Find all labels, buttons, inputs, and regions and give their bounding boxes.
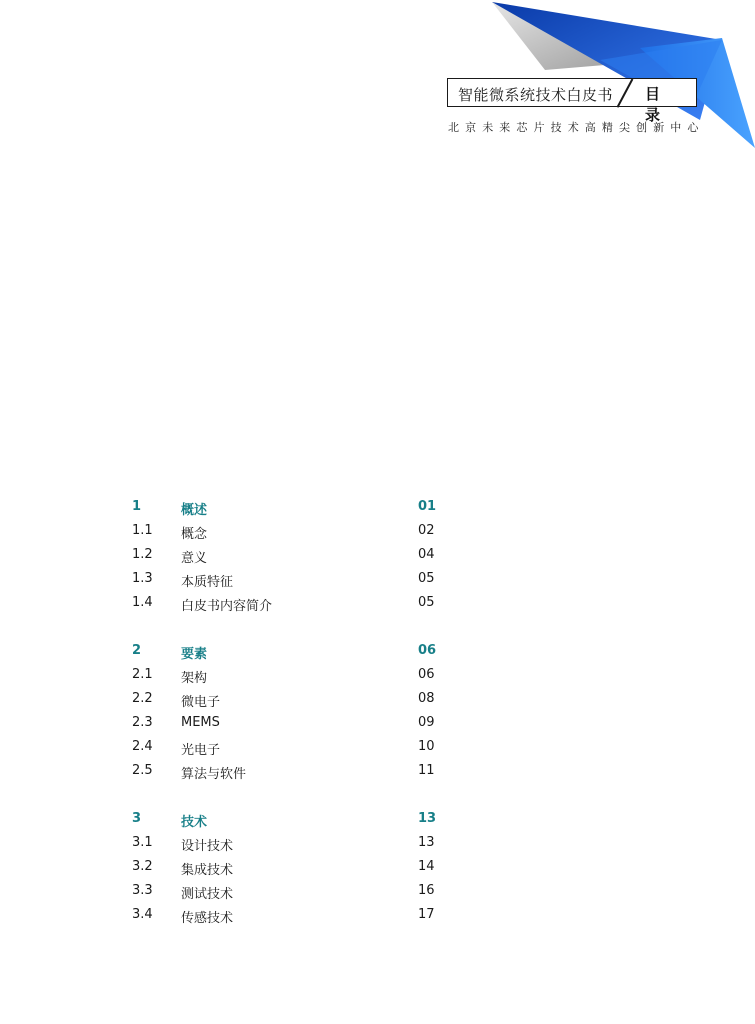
section-gap (132, 787, 452, 811)
section-page: 06 (418, 643, 437, 658)
toc-item[interactable] (132, 835, 452, 859)
toc-item[interactable] (132, 595, 452, 619)
toc-item[interactable] (132, 763, 452, 787)
section-number: 3 (132, 811, 142, 826)
item-title: 概念 (181, 527, 208, 542)
item-page: 04 (418, 547, 435, 562)
item-title: 集成技术 (181, 863, 234, 878)
item-title: MEMS (181, 715, 220, 730)
toc-section-2[interactable] (132, 643, 452, 667)
section-page: 13 (418, 811, 437, 826)
toc-item[interactable] (132, 523, 452, 547)
toc-item[interactable] (132, 667, 452, 691)
table-of-contents (132, 499, 452, 931)
toc-heading: 目 录 (645, 85, 667, 124)
section-number: 2 (132, 643, 142, 658)
item-page: 08 (418, 691, 435, 706)
item-title: 意义 (181, 551, 208, 566)
item-page: 06 (418, 667, 435, 682)
item-title: 设计技术 (181, 839, 234, 854)
item-number: 1.2 (132, 547, 153, 562)
section-number: 1 (132, 499, 142, 514)
item-title: 光电子 (181, 743, 221, 758)
item-number: 3.2 (132, 859, 153, 874)
item-page: 16 (418, 883, 435, 898)
item-page: 05 (418, 595, 435, 610)
item-number: 3.1 (132, 835, 153, 850)
toc-item[interactable] (132, 883, 452, 907)
item-page: 13 (418, 835, 435, 850)
item-page: 17 (418, 907, 435, 922)
toc-item[interactable] (132, 571, 452, 595)
section-title: 概述 (181, 503, 208, 518)
item-page: 02 (418, 523, 435, 538)
section-title: 技术 (181, 815, 208, 830)
item-number: 3.4 (132, 907, 153, 922)
item-page: 14 (418, 859, 435, 874)
title-divider (617, 79, 633, 108)
item-number: 1.3 (132, 571, 153, 586)
toc-item[interactable] (132, 715, 452, 739)
item-page: 05 (418, 571, 435, 586)
section-title: 要素 (181, 647, 208, 662)
item-number: 2.1 (132, 667, 153, 682)
organization-name: 北京未来芯片技术高精尖创新中心 (448, 121, 705, 134)
item-page: 09 (418, 715, 435, 730)
toc-section-1[interactable] (132, 499, 452, 523)
item-title: 测试技术 (181, 887, 234, 902)
item-number: 1.4 (132, 595, 153, 610)
item-title: 架构 (181, 671, 208, 686)
item-title: 算法与软件 (181, 767, 247, 782)
item-page: 10 (418, 739, 435, 754)
toc-item[interactable] (132, 691, 452, 715)
item-title: 传感技术 (181, 911, 234, 926)
item-number: 1.1 (132, 523, 153, 538)
item-number: 2.4 (132, 739, 153, 754)
toc-item[interactable] (132, 859, 452, 883)
toc-item[interactable] (132, 907, 452, 931)
item-number: 2.2 (132, 691, 153, 706)
toc-item[interactable] (132, 547, 452, 571)
toc-item[interactable] (132, 739, 452, 763)
item-page: 11 (418, 763, 435, 778)
item-number: 2.3 (132, 715, 153, 730)
item-title: 本质特征 (181, 575, 234, 590)
section-page: 01 (418, 499, 437, 514)
item-title: 白皮书内容简介 (181, 599, 273, 614)
section-gap (132, 619, 452, 643)
report-title-box (447, 78, 697, 124)
item-number: 2.5 (132, 763, 153, 778)
item-title: 微电子 (181, 695, 221, 710)
toc-section-3[interactable] (132, 811, 452, 835)
item-number: 3.3 (132, 883, 153, 898)
report-title: 智能微系统技术白皮书 (458, 86, 614, 104)
